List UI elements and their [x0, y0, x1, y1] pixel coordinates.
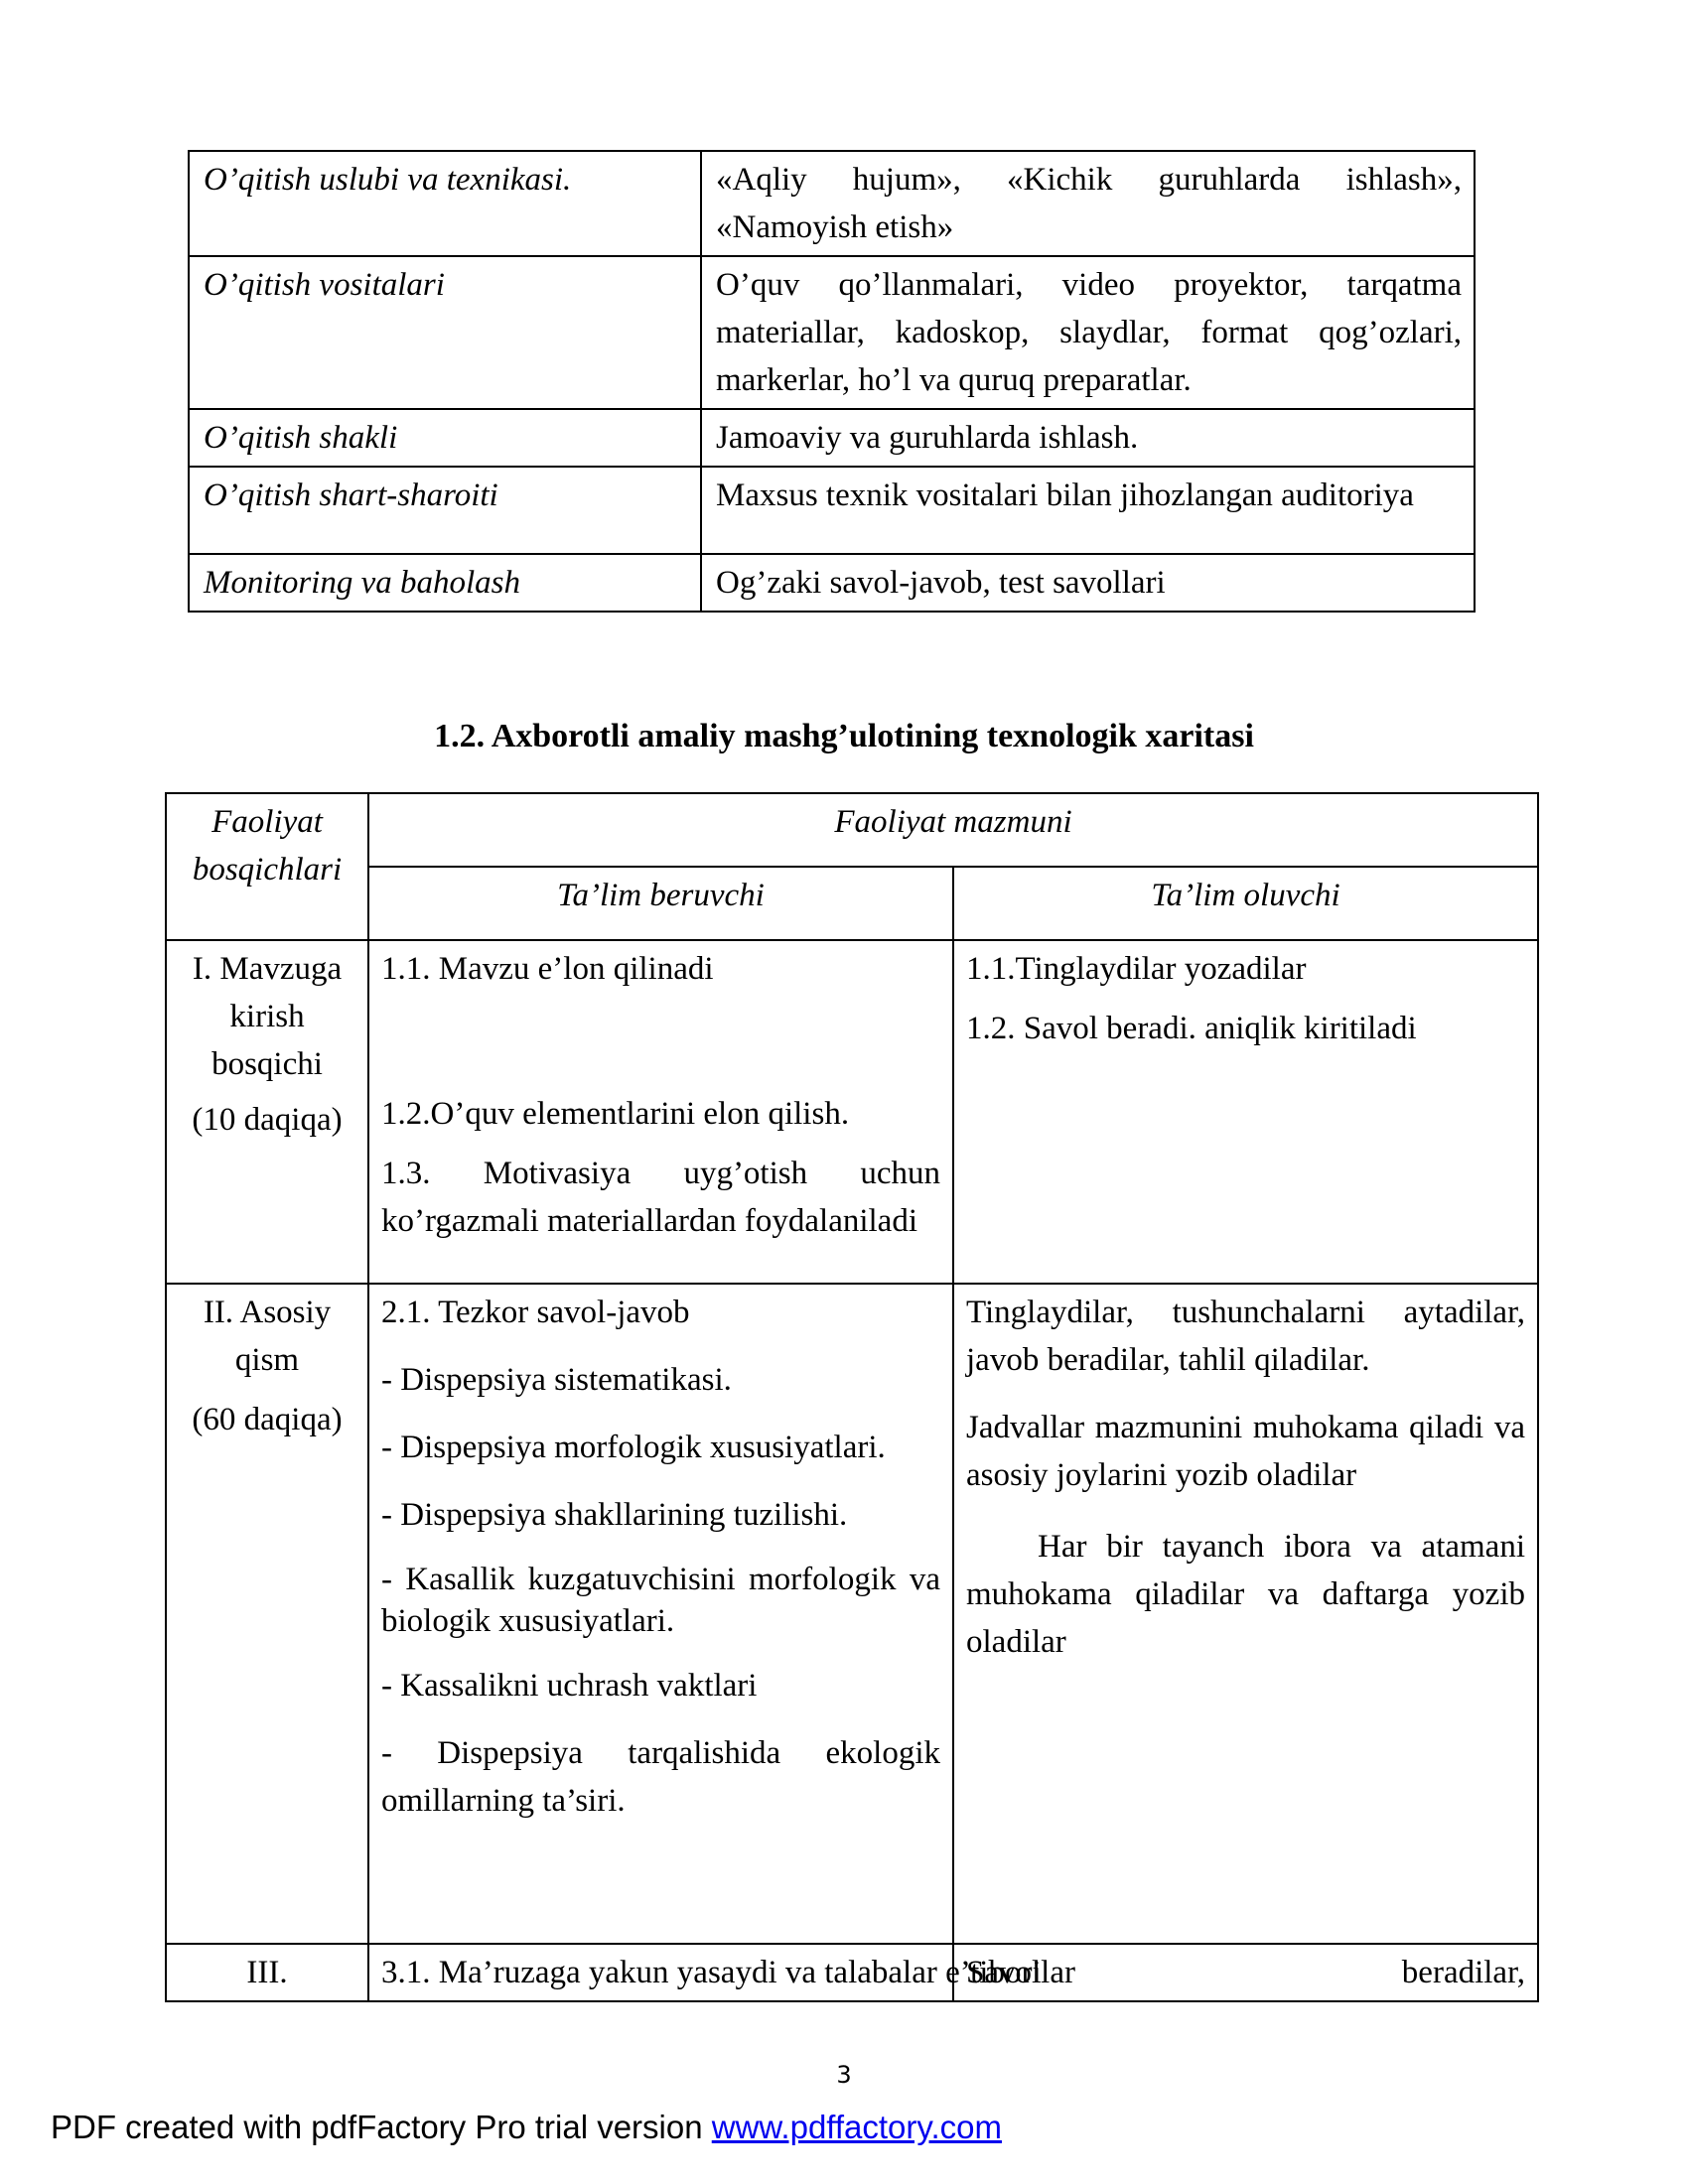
table-row: [166, 1284, 1538, 1944]
student-item: 1.1.Tinglaydilar yozadilar: [966, 951, 1307, 987]
table-row: [166, 1944, 1538, 2001]
student-cell: [953, 1944, 1538, 2001]
table-row: [189, 409, 1475, 467]
teacher-item: 3.1. Ma’ruzaga yakun yasaydi va talabalar e’tibori: [381, 1955, 1042, 1990]
technology-map-table: [165, 792, 1539, 2002]
row-value: [701, 554, 1475, 612]
student-item: Savollar beradilar,: [966, 1955, 1525, 1990]
teacher-item: - Dispepsiya shakllarining tuzilishi.: [381, 1497, 848, 1533]
stage-title: I. Mavzuga kirish bosqichi: [192, 951, 343, 1082]
stage-cell: [166, 1284, 368, 1944]
section-heading: 1.2. Axborotli amaliy mashg’ulotining texnologik xaritasi: [434, 718, 1254, 754]
stage-duration: (60 daqiqa): [192, 1402, 343, 1437]
teacher-item: 1.2.O’quv elementlarini elon qilish.: [381, 1096, 850, 1132]
teacher-item: 1.1. Mavzu e’lon qilinadi: [381, 951, 714, 987]
student-item: Jadvallar mazmunini muhokama qiladi va asosiy joylarini yozib oladilar: [966, 1410, 1525, 1493]
table-row: [166, 940, 1538, 1284]
student-item: Tinglaydilar, tushunchalarni aytadilar, javob beradilar, tahlil qiladilar.: [966, 1295, 1525, 1378]
teacher-item: - Kassalikni uchrash vaktlari: [381, 1668, 758, 1704]
teacher-item: - Dispepsiya morfologik xususiyatlari.: [381, 1430, 886, 1465]
row-value: [701, 151, 1475, 256]
header-stages: Faoliyat bosqichlari: [166, 793, 368, 940]
stage-duration: (10 daqiqa): [192, 1102, 343, 1138]
page-number: 3: [836, 2061, 852, 2089]
header-content: Faoliyat mazmuni: [368, 793, 1538, 867]
row-value: [701, 409, 1475, 467]
teacher-cell: [368, 1284, 953, 1944]
lesson-info-table: [188, 150, 1476, 613]
teacher-cell: [368, 1944, 1042, 2001]
row-label: O’qitish shart-sharoiti: [189, 467, 701, 554]
row-label: Monitoring va baholash: [189, 554, 701, 612]
teacher-item: - Dispepsiya sistematikasi.: [381, 1362, 732, 1398]
value-text: Og’zaki savol-javob, test savollari: [716, 565, 1166, 601]
row-label: O’qitish shakli: [189, 409, 701, 467]
header-teacher: Ta’lim beruvchi: [368, 867, 953, 940]
table-row: [189, 151, 1475, 256]
value-text: «Aqliy hujum», «Kichik guruhlarda ishlash», «Namoyish etish»: [716, 162, 1462, 245]
student-cell: [953, 940, 1538, 1284]
value-text: Jamoaviy va guruhlarda ishlash.: [716, 420, 1139, 456]
row-value: [701, 467, 1475, 554]
table-row: [189, 554, 1475, 612]
teacher-item: - Kasallik kuzgatuvchisini morfologik va biologik xususiyatlari.: [381, 1562, 940, 1639]
table-row: [189, 256, 1475, 409]
header-row: [166, 793, 1538, 867]
stage-title: II. Asosiy qism: [203, 1295, 332, 1378]
student-item: Har bir tayanch ibora va atamani muhokama qiladilar va daftarga yozib oladilar: [966, 1529, 1525, 1660]
header-student: Ta’lim oluvchi: [953, 867, 1538, 940]
value-text: Maxsus texnik vositalari bilan jihozlangan auditoriya: [716, 478, 1414, 513]
student-item: 1.2. Savol beradi. aniqlik kiritiladi: [966, 1011, 1417, 1046]
footer-link[interactable]: www.pdffactory.com: [711, 2109, 1002, 2145]
pdf-footer: [51, 2109, 1002, 2146]
stage-cell: [166, 940, 368, 1284]
row-label: O’qitish vositalari: [189, 256, 701, 409]
row-value: [701, 256, 1475, 409]
teacher-item: 2.1. Tezkor savol-javob: [381, 1295, 690, 1330]
value-text: O’quv qo’llanmalari, video proyektor, tarqatma materiallar, kadoskop, slaydlar, format qog’ozlari, markerlar, ho’l va quruq preparatlar.: [716, 267, 1462, 398]
header-row: [166, 867, 1538, 940]
teacher-cell: [368, 940, 953, 1284]
footer-text: PDF created with pdfFactory Pro trial version: [51, 2109, 712, 2145]
teacher-item: 1.3. Motivasiya uyg’otish uchun ko’rgazmali materiallardan foydalaniladi: [381, 1156, 940, 1239]
teacher-item: - Dispepsiya tarqalishida ekologik omillarning ta’siri.: [381, 1735, 940, 1819]
table-row: [189, 467, 1475, 554]
stage-cell: [166, 1944, 368, 2001]
student-cell: [953, 1284, 1538, 1944]
stage-title: III.: [246, 1955, 288, 1990]
row-label: O’qitish uslubi va texnikasi.: [189, 151, 701, 256]
